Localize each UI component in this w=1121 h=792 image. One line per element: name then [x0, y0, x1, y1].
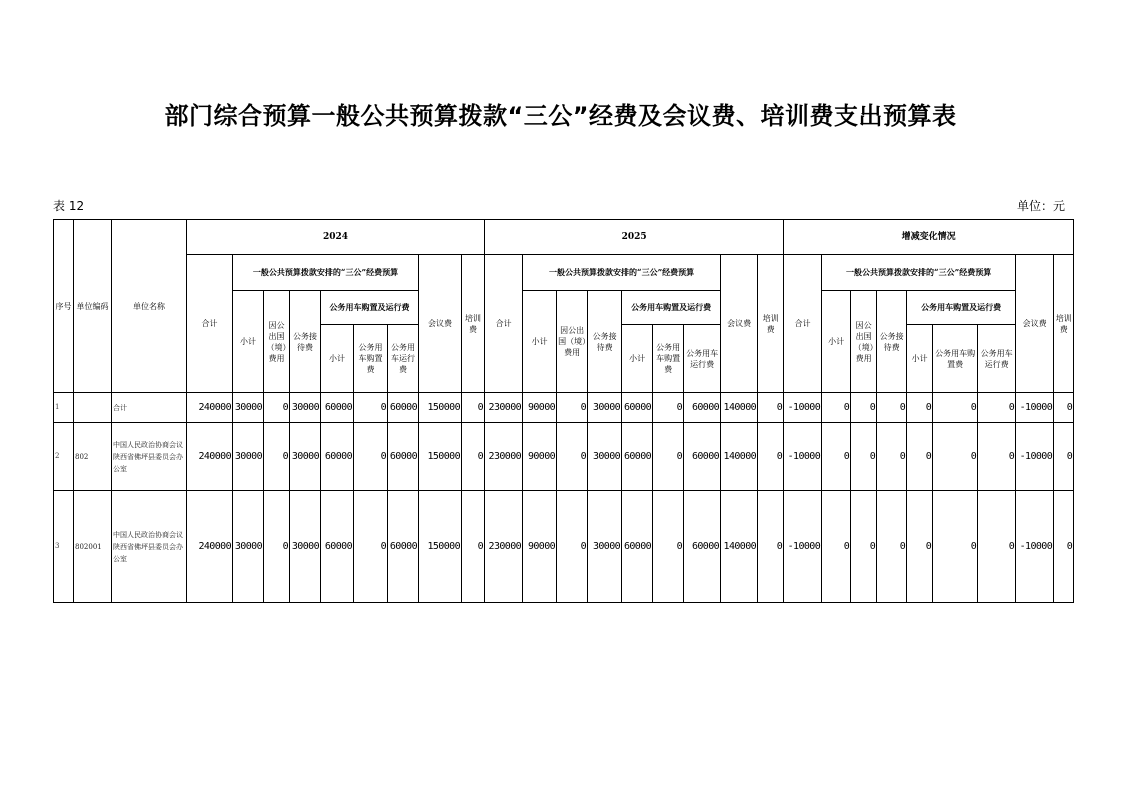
row-value: 30000: [290, 393, 321, 423]
row-value: 0: [822, 393, 851, 423]
header-general: 一般公共预算拨款安排的“三公”经费预算: [822, 255, 1016, 291]
row-value: 60000: [388, 491, 419, 603]
row-value: 30000: [233, 423, 264, 491]
header-row-general: [54, 255, 1074, 291]
row-value: -10000: [1016, 491, 1054, 603]
row-value: 0: [557, 393, 588, 423]
header-row-years: [54, 220, 1074, 255]
row-value: 30000: [588, 393, 622, 423]
row-value: 0: [462, 393, 485, 423]
row-value: 0: [354, 393, 388, 423]
header-vehicle: 公务用车购置及运行费: [321, 291, 419, 325]
table-row: [54, 393, 1074, 423]
row-value: 60000: [388, 393, 419, 423]
header-subtotal: 小计: [523, 291, 557, 393]
row-value: 0: [264, 393, 290, 423]
row-value: 0: [978, 491, 1016, 603]
row-value: 0: [933, 491, 978, 603]
row-value: 0: [978, 393, 1016, 423]
row-value: 150000: [419, 423, 462, 491]
row-value: 30000: [233, 393, 264, 423]
row-value: 230000: [485, 423, 523, 491]
header-subtotal: 小计: [822, 291, 851, 393]
header-change: 增减变化情况: [784, 220, 1074, 255]
row-value: -10000: [784, 393, 822, 423]
row-value: 240000: [187, 423, 233, 491]
header-meeting: 会议费: [419, 255, 462, 393]
row-seq: 1: [54, 393, 74, 423]
row-value: 60000: [622, 423, 653, 491]
row-value: 60000: [321, 423, 354, 491]
header-training: 培训费: [1054, 255, 1074, 393]
row-value: 0: [877, 393, 907, 423]
header-vehicle-buy: 公务用车购置费: [354, 325, 388, 393]
row-value: 0: [1054, 423, 1074, 491]
row-name: 中国人民政治协商会议陕西省佛坪县委员会办公室: [112, 423, 187, 491]
row-value: -10000: [784, 423, 822, 491]
row-value: 230000: [485, 491, 523, 603]
header-vehicle: 公务用车购置及运行费: [622, 291, 721, 325]
row-seq: 3: [54, 491, 74, 603]
header-vehicle-subtotal: 小计: [622, 325, 653, 393]
row-value: -10000: [1016, 423, 1054, 491]
row-value: 0: [557, 423, 588, 491]
row-value: 0: [462, 491, 485, 603]
row-value: 30000: [588, 423, 622, 491]
table-number: 表 12: [53, 199, 85, 213]
page-title: 部门综合预算一般公共预算拨款“三公”经费及会议费、培训费支出预算表: [164, 102, 957, 130]
row-name: 合计: [112, 393, 187, 423]
budget-table: [53, 219, 1074, 603]
row-value: -10000: [1016, 393, 1054, 423]
row-value: 0: [354, 423, 388, 491]
row-value: 0: [354, 491, 388, 603]
row-value: 150000: [419, 491, 462, 603]
row-seq: 2: [54, 423, 74, 491]
row-value: 90000: [523, 423, 557, 491]
header-vehicle-subtotal: 小计: [321, 325, 354, 393]
row-value: 0: [877, 423, 907, 491]
row-value: 0: [877, 491, 907, 603]
header-reception: 公务接待费: [588, 291, 622, 393]
row-value: 0: [851, 491, 877, 603]
row-value: 30000: [233, 491, 264, 603]
row-value: 60000: [622, 393, 653, 423]
header-abroad: 因公出国（境）费用: [557, 291, 588, 393]
row-value: 60000: [321, 491, 354, 603]
row-value: 0: [1054, 393, 1074, 423]
row-value: 0: [264, 491, 290, 603]
row-value: 0: [653, 491, 684, 603]
row-value: 0: [822, 491, 851, 603]
row-value: 60000: [684, 491, 721, 603]
header-abroad: 因公出国（境）费用: [264, 291, 290, 393]
header-reception: 公务接待费: [290, 291, 321, 393]
row-value: 60000: [388, 423, 419, 491]
header-training: 培训费: [758, 255, 784, 393]
row-value: 0: [978, 423, 1016, 491]
row-value: 0: [907, 423, 933, 491]
row-value: 0: [933, 393, 978, 423]
header-vehicle-buy: 公务用车购置费: [933, 325, 978, 393]
row-value: 0: [822, 423, 851, 491]
unit-label: 单位：元: [1016, 199, 1065, 213]
row-code: 802001: [74, 491, 112, 603]
header-abroad: 因公出国（境）费用: [851, 291, 877, 393]
header-total: 合计: [784, 255, 822, 393]
header-total: 合计: [187, 255, 233, 393]
row-value: 140000: [721, 491, 758, 603]
row-value: 140000: [721, 393, 758, 423]
header-training: 培训费: [462, 255, 485, 393]
row-value: 0: [758, 491, 784, 603]
header-code: 单位编码: [74, 220, 112, 393]
row-value: 0: [933, 423, 978, 491]
row-value: 0: [653, 393, 684, 423]
row-value: 240000: [187, 393, 233, 423]
row-code: 802: [74, 423, 112, 491]
row-value: -10000: [784, 491, 822, 603]
header-year-2025: 2025: [485, 220, 784, 255]
header-total: 合计: [485, 255, 523, 393]
row-value: 60000: [321, 393, 354, 423]
header-vehicle: 公务用车购置及运行费: [907, 291, 1016, 325]
row-value: 0: [462, 423, 485, 491]
header-meeting: 会议费: [1016, 255, 1054, 393]
header-general: 一般公共预算拨款安排的“三公”经费预算: [523, 255, 721, 291]
row-value: 0: [1054, 491, 1074, 603]
row-value: 30000: [290, 423, 321, 491]
row-value: 60000: [622, 491, 653, 603]
header-general: 一般公共预算拨款安排的“三公”经费预算: [233, 255, 419, 291]
row-value: 60000: [684, 393, 721, 423]
row-value: 0: [557, 491, 588, 603]
row-name: 中国人民政治协商会议陕西省佛坪县委员会办公室: [112, 491, 187, 603]
header-seq: 序号: [54, 220, 74, 393]
row-value: 0: [758, 393, 784, 423]
row-value: 60000: [684, 423, 721, 491]
row-value: 0: [653, 423, 684, 491]
row-value: 150000: [419, 393, 462, 423]
header-meeting: 会议费: [721, 255, 758, 393]
header-vehicle-run: 公务用车运行费: [388, 325, 419, 393]
row-value: 0: [907, 491, 933, 603]
table-row: [54, 491, 1074, 603]
row-value: 90000: [523, 393, 557, 423]
header-name: 单位名称: [112, 220, 187, 393]
row-value: 0: [264, 423, 290, 491]
row-value: 230000: [485, 393, 523, 423]
header-year-2024: 2024: [187, 220, 485, 255]
row-value: 0: [851, 393, 877, 423]
row-value: 140000: [721, 423, 758, 491]
row-value: 30000: [588, 491, 622, 603]
row-value: 0: [758, 423, 784, 491]
header-reception: 公务接待费: [877, 291, 907, 393]
row-value: 240000: [187, 491, 233, 603]
row-value: 0: [851, 423, 877, 491]
header-vehicle-buy: 公务用车购置费: [653, 325, 684, 393]
row-code: [74, 393, 112, 423]
header-vehicle-run: 公务用车运行费: [684, 325, 721, 393]
row-value: 0: [907, 393, 933, 423]
header-subtotal: 小计: [233, 291, 264, 393]
row-value: 90000: [523, 491, 557, 603]
header-vehicle-subtotal: 小计: [907, 325, 933, 393]
header-vehicle-run: 公务用车运行费: [978, 325, 1016, 393]
row-value: 30000: [290, 491, 321, 603]
table-row: [54, 423, 1074, 491]
